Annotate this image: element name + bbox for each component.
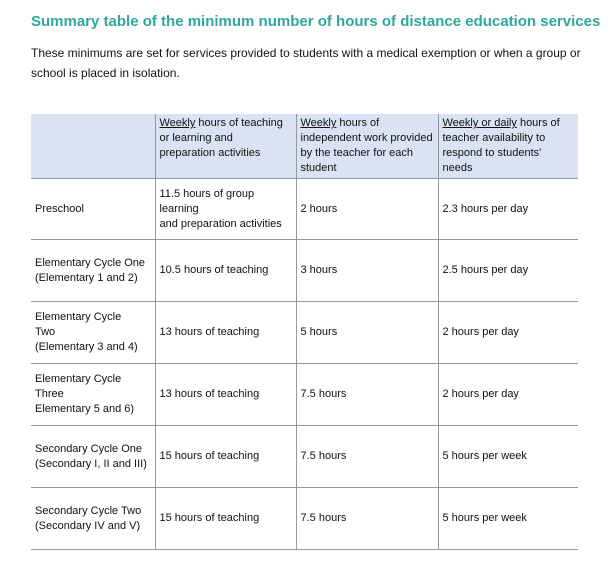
cell-availability: 2 hours per day [438,364,578,426]
cell-level: Preschool [31,179,155,240]
cell-text: Elementary 5 and 6) [35,403,135,415]
table-row [31,426,578,488]
cell-availability: 2.3 hours per day [438,179,578,240]
cell-level: Secondary Cycle Two (Secondary IV and V) [31,488,155,550]
cell-text: Elementary Cycle [35,311,122,323]
table-row [31,302,578,364]
cell-level [31,302,155,364]
header-emphasis: Weekly [300,117,337,129]
cell-availability: 2.5 hours per day [438,240,578,302]
cell-independent: 3 hours [296,240,438,302]
cell-independent: 2 hours [296,179,438,240]
table-row [31,179,578,240]
header-emphasis: Weekly or daily [442,117,517,129]
cell-teaching: 13 hours of teaching [155,302,296,364]
summary-table [31,114,578,550]
cell-text: Two [35,326,56,338]
cell-teaching: 10.5 hours of teaching [155,240,296,302]
cell-level [31,364,155,426]
cell-independent: 7.5 hours [296,364,438,426]
cell-availability: 5 hours per week [438,426,578,488]
header-row [31,114,578,179]
cell-independent: 7.5 hours [296,426,438,488]
table-row [31,364,578,426]
intro-paragraph: These minimums are set for services provided to students with a medical exemption or when a group or school is placed in isolation. [31,46,581,80]
cell-level: Secondary Cycle One (Secondary I, II and III) [31,426,155,488]
header-text: hours of teaching or learning and preparation activities [159,117,283,159]
table-row [31,488,578,550]
header-emphasis: Weekly [159,117,196,129]
cell-independent: 5 hours [296,302,438,364]
header-cell-availability [438,114,578,179]
document-heading: Summary table of the minimum number of hours of distance education services [31,13,601,30]
cell-teaching: 15 hours of teaching [155,488,296,550]
cell-teaching: 15 hours of teaching [155,426,296,488]
table-row [31,240,578,302]
cell-independent: 7.5 hours [296,488,438,550]
header-text: hours of teacher availability to respond to students' needs [442,117,560,174]
cell-level: Elementary Cycle One (Elementary 1 and 2) [31,240,155,302]
cell-text: 11.5 hours of group learning [159,187,255,215]
cell-teaching [155,179,296,240]
cell-teaching: 13 hours of teaching [155,364,296,426]
header-cell-level [31,114,155,179]
cell-text: Elementary Cycle [35,373,122,385]
header-cell-independent [296,114,438,179]
cell-text: Three [35,388,64,400]
cell-availability: 5 hours per week [438,488,578,550]
cell-text: and preparation activities [159,217,282,230]
cell-text: (Elementary 3 and 4) [35,341,138,353]
cell-availability: 2 hours per day [438,302,578,364]
header-cell-teaching [155,114,296,179]
header-text: hours of independent work provided by the teacher for each student [300,117,433,174]
